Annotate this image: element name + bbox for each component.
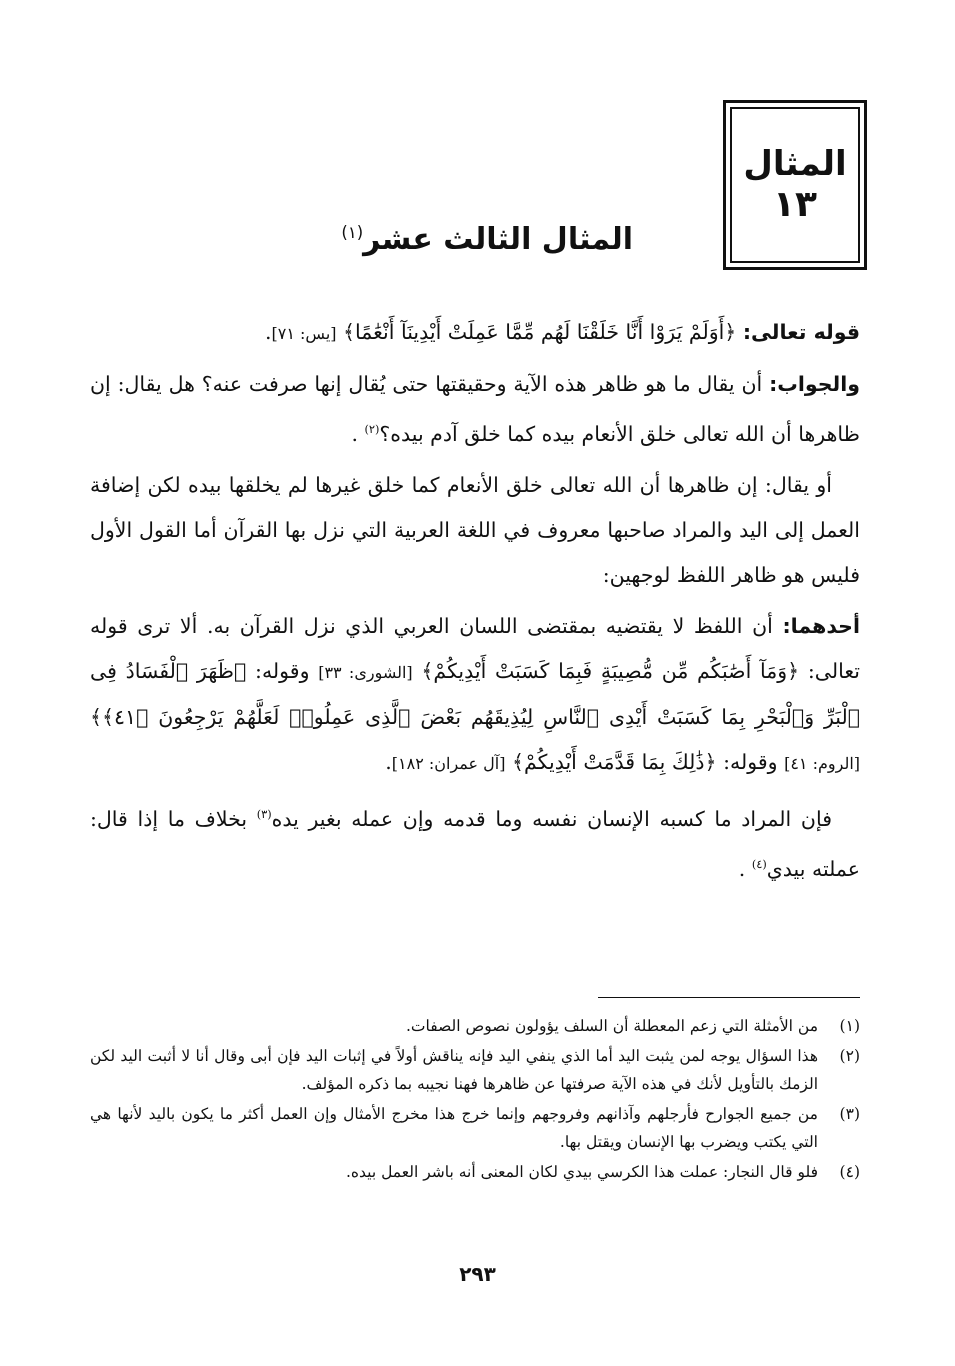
paragraph-text: وقوله: bbox=[255, 658, 310, 683]
paragraph-first-reason bbox=[90, 604, 860, 786]
example-number-box bbox=[723, 100, 867, 270]
footnote-separator bbox=[598, 997, 860, 998]
quran-verse: ﴿وَمَآ أَصَٰبَكُم مِّن مُّصِيبَةٍ فَبِمَا كَسَبَتْ أَيْدِيكُمْ﴾ bbox=[421, 658, 800, 683]
example-number-box-inner bbox=[730, 107, 860, 263]
quran-verse: ﴿أَوَلَمْ يَرَوْا أَنَّا خَلَقْنَا لَهُم مِّمَّا عَمِلَتْ أَيْدِينَآ أَنْعَٰمًا﴾ bbox=[343, 320, 737, 344]
footnote-item bbox=[90, 1012, 860, 1040]
paragraph-answer bbox=[90, 362, 860, 457]
paragraph-text: أن يقال ما هو ظاهر هذه الآية وحقيقتها حتى يُقال إنها صرفت عنه؟ هل يقال: إن ظاهرها أن الله تعالى خلق الأنعام بيده كما خلق آدم بيده؟ bbox=[90, 372, 860, 446]
footnote-number: (١) bbox=[839, 1017, 860, 1035]
footnote-number: (٤) bbox=[839, 1163, 860, 1181]
quran-verse: ﴿ظَهَرَ ٱلْفَسَادُ فِى ٱلْبَرِّ وَٱلْبَحْرِ بِمَا كَسَبَتْ أَيْدِى ٱلنَّاسِ لِيُذِيقَهُم بَعْضَ ٱلَّذِى عَمِلُوا۟ لَعَلَّهُمْ يَرْجِعُونَ ﴿٤١﴾﴾ bbox=[90, 658, 860, 729]
paragraph-text: أو يقال: إن ظاهرها أن الله تعالى خلق الأنعام كما خلق غيرها لم يخلقها بيده لكن إضافة العمل إلى اليد والمراد صاحبها معروف في اللغة العربية التي نزل بها القرآن أما القول الأول فليس هو ظاهر اللفظ لوجهين: bbox=[90, 472, 860, 587]
footnote-item bbox=[90, 1158, 860, 1186]
paragraph-verse bbox=[90, 310, 860, 356]
footnote-ref: (٤) bbox=[751, 857, 767, 871]
footnote-text: من جميع الجوارح فأرجلهم وآذانهم وفروجهم وإنما خرج هذا مخرج الأمثال وإن العمل أكثر ما يكون باليد لأنها هي التي يكتب ويضرب بها الإنسان ويقتل بها. bbox=[90, 1105, 818, 1151]
footnote-item bbox=[90, 1100, 860, 1156]
chapter-title-footnote-ref: (١) bbox=[341, 223, 364, 242]
verse-reference: [الشورى: ٣٣] bbox=[318, 662, 413, 682]
footnote-text: من الأمثلة التي زعم المعطلة أن السلف يؤولون نصوص الصفات. bbox=[405, 1017, 818, 1035]
footnotes bbox=[90, 1012, 860, 1188]
paragraph-lead: والجواب: bbox=[769, 372, 860, 396]
footnote-number: (٣) bbox=[839, 1105, 860, 1123]
paragraph-text: وقوله: bbox=[723, 749, 778, 774]
paragraph-end: . bbox=[738, 856, 746, 881]
footnote-ref: (٢) bbox=[364, 423, 380, 436]
paragraph-alternative bbox=[90, 463, 860, 598]
example-label: المثال bbox=[743, 143, 847, 184]
paragraph-end: . bbox=[264, 320, 272, 344]
paragraph-lead: أحدهما: bbox=[782, 613, 860, 638]
verse-reference: [آل عمران: ١٨٢] bbox=[391, 753, 506, 773]
footnote-item bbox=[90, 1042, 860, 1098]
paragraph-text: بخلاف ما إذا قال: عملته بيدي bbox=[90, 806, 860, 881]
paragraph-text: فإن المراد ما كسبه الإنسان نفسه وما قدمه وإن عمله بغير يده bbox=[271, 806, 832, 831]
footnote-text: فلو قال النجار: عملت هذا الكرسي بيدي لكان المعنى أنه باشر العمل بيده. bbox=[345, 1163, 818, 1181]
paragraph-text: أن اللفظ لا يقتضيه بمقتضى اللسان العربي الذي نزل القرآن به. ألا ترى قوله تعالى: bbox=[90, 613, 860, 683]
footnote-number: (٢) bbox=[839, 1047, 860, 1065]
verse-reference: [يس: ٧١] bbox=[271, 324, 337, 343]
footnote-ref: (٣) bbox=[256, 807, 272, 821]
paragraph-lead: قوله تعالى: bbox=[742, 320, 860, 344]
main-text bbox=[90, 310, 860, 897]
quran-verse: ﴿ذَٰلِكَ بِمَا قَدَّمَتْ أَيْدِيكُمْ﴾ bbox=[512, 749, 717, 774]
chapter-title-text: المثال الثالث عشر bbox=[363, 222, 633, 257]
paragraph-end: . bbox=[351, 421, 358, 446]
footnote-text: هذا السؤال يوجه لمن يثبت اليد أما الذي ينفي اليد فإنه يناقش أولاً في إثبات اليد فإن أبى وقال أنا لا أثبت اليد لكن الزمك بالتأويل لأنك في هذه الآية صرفتها عن ظاهرها فهنا نجيبه بما ذكره المؤلف. bbox=[90, 1047, 818, 1093]
page-number: ٢٩٣ bbox=[459, 1262, 496, 1286]
verse-reference: [الروم: ٤١] bbox=[784, 753, 860, 773]
chapter-title bbox=[341, 222, 633, 257]
paragraph-meaning bbox=[90, 792, 860, 892]
example-number: ١٣ bbox=[773, 183, 817, 225]
paragraph-end: . bbox=[385, 749, 392, 774]
